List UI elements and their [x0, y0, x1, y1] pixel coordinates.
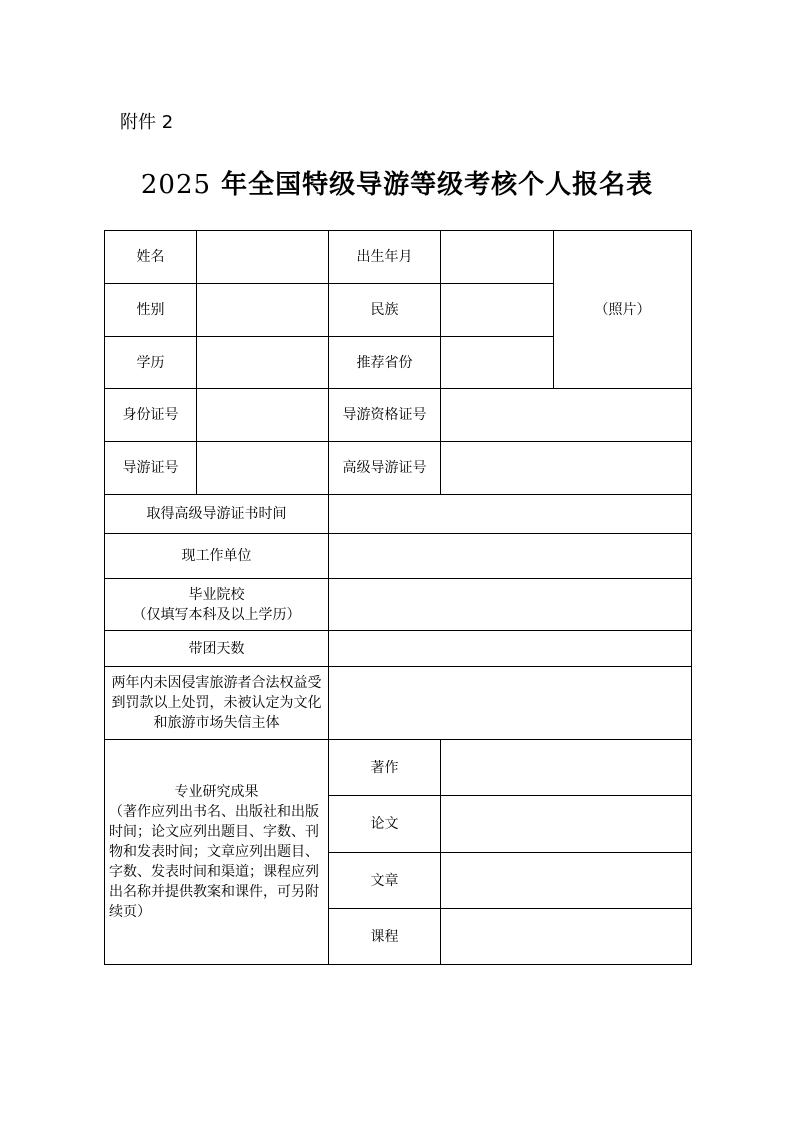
name-label: 姓名 — [105, 231, 197, 284]
research-note: （著作应列出书名、出版社和出版时间；论文应列出题目、字数、刊物和发表时间；文章应列出题目、字数、发表时间和渠道；课程应列出名称并提供教案和课件，可另附续页） — [109, 804, 319, 920]
qualification-field[interactable] — [441, 389, 692, 442]
birth-label: 出生年月 — [329, 231, 441, 284]
guide-cert-label: 导游证号 — [105, 442, 197, 495]
courses-field[interactable] — [441, 909, 692, 965]
title-text: 年全国特级导游等级考核个人报名表 — [221, 170, 654, 200]
research-label: 专业研究成果 — [174, 784, 259, 800]
province-field[interactable] — [441, 337, 554, 389]
senior-cert-field[interactable] — [441, 442, 692, 495]
papers-field[interactable] — [441, 796, 692, 853]
gender-field[interactable] — [197, 284, 329, 337]
id-number-label: 身份证号 — [105, 389, 197, 442]
school-note: （仅填写本科及以上学历） — [132, 606, 301, 623]
registration-form-table — [104, 230, 692, 965]
photo-cell[interactable]: （照片） — [554, 231, 692, 389]
gender-label: 性别 — [105, 284, 197, 337]
employer-field[interactable] — [329, 534, 692, 579]
page-title — [0, 164, 794, 201]
ethnicity-field[interactable] — [441, 284, 554, 337]
school-label-cell — [105, 579, 329, 631]
school-label: 毕业院校 — [188, 586, 245, 603]
integrity-label: 两年内未因侵害旅游者合法权益受到罚款以上处罚，未被认定为文化和旅游市场失信主体 — [105, 667, 329, 740]
senior-cert-label: 高级导游证号 — [329, 442, 441, 495]
education-label: 学历 — [105, 337, 197, 389]
courses-label: 课程 — [329, 909, 441, 965]
articles-field[interactable] — [441, 853, 692, 909]
ethnicity-label: 民族 — [329, 284, 441, 337]
senior-cert-date-field[interactable] — [329, 495, 692, 534]
senior-cert-date-label: 取得高级导游证书时间 — [105, 495, 329, 534]
birth-field[interactable] — [441, 231, 554, 284]
school-field[interactable] — [329, 579, 692, 631]
id-number-field[interactable] — [197, 389, 329, 442]
articles-label: 文章 — [329, 853, 441, 909]
papers-label: 论文 — [329, 796, 441, 853]
education-field[interactable] — [197, 337, 329, 389]
title-year: 2025 — [140, 170, 212, 200]
attachment-label: 附件 2 — [120, 112, 174, 133]
tour-days-label: 带团天数 — [105, 631, 329, 667]
integrity-field[interactable] — [329, 667, 692, 740]
tour-days-field[interactable] — [329, 631, 692, 667]
name-field[interactable] — [197, 231, 329, 284]
province-label: 推荐省份 — [329, 337, 441, 389]
books-field[interactable] — [441, 740, 692, 796]
books-label: 著作 — [329, 740, 441, 796]
guide-cert-field[interactable] — [197, 442, 329, 495]
qualification-label: 导游资格证号 — [329, 389, 441, 442]
research-label-cell — [105, 740, 329, 965]
employer-label: 现工作单位 — [105, 534, 329, 579]
